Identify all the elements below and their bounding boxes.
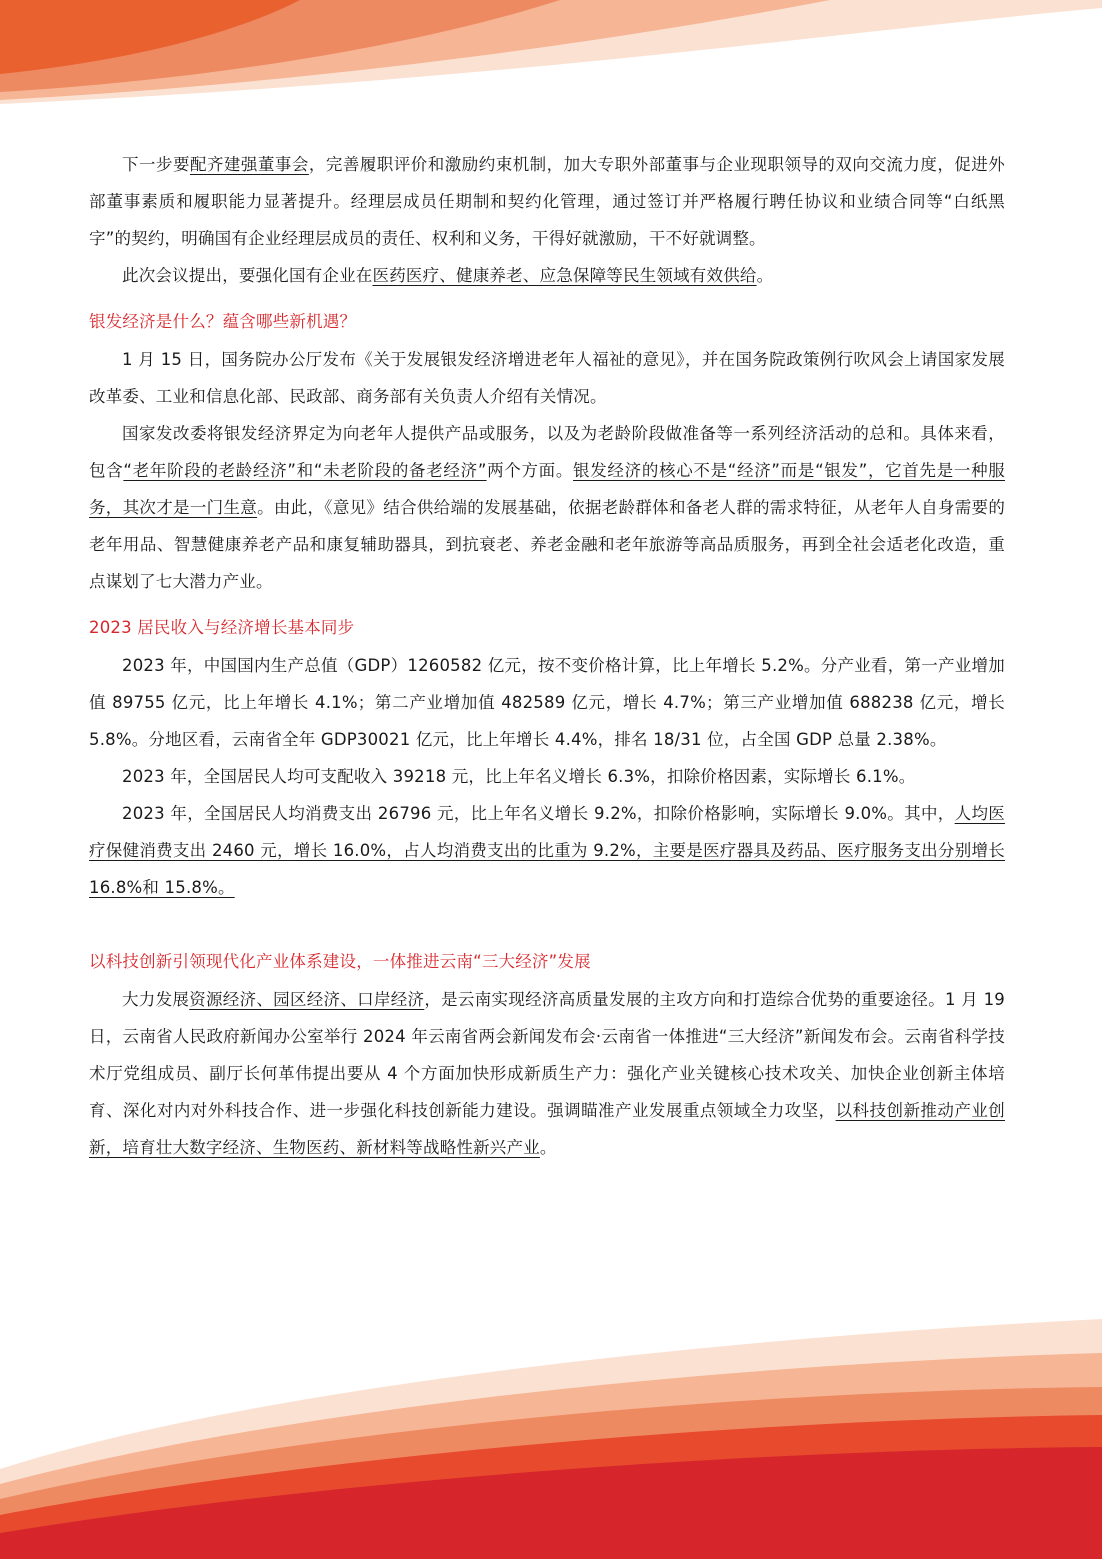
- paragraph: 下一步要配齐建强董事会，完善履职评价和激励约束机制，加大专职外部董事与企业现职领导的双向交流力度，促进外部董事素质和履职能力显著提升。经理层成员任期制和契约化管理，通过签订并严格履行聘任协议和业绩合同等“白纸黑字”的契约，明确国有企业经理层成员的责任、权利和义务，干得好就激励，干不好就调整。: [89, 155, 1005, 248]
- paragraph: 2023 年，中国国内生产总值（GDP）1260582 亿元，按不变价格计算，比上年增长 5.2%。分产业看，第一产业增加值 89755 亿元，比上年增长 4.1%；第二产业增加值 482589 亿元，增长 4.7%；第三产业增加值 688238 亿元，增长 5.8%。分地区看，云南省全年 GDP30021 亿元，比上年增长 4.4%，排名 18/31 位，占全国 GDP 总量 2.38%。: [89, 656, 1005, 749]
- paragraph: 2023 年，全国居民人均可支配收入 39218 元，比上年名义增长 6.3%，扣除价格因素，实际增长 6.1%。: [122, 767, 916, 786]
- paragraph: 大力发展资源经济、园区经济、口岸经济，是云南实现经济高质量发展的主攻方向和打造综合优势的重要途径。1 月 19 日，云南省人民政府新闻办公室举行 2024 年云南省两会新闻发布会·云南省一体推进“三大经济”新闻发布会。云南省科学技术厅党组成员、副厅长何革伟提出要从 4 个方面加快形成新质生产力：强化产业关键核心技术攻关、加快企业创新主体培育、深化对内对外科技合作、进一步强化科技创新能力建设。强调瞄准产业发展重点领域全力攻坚，以科技创新推动产业创新，培育壮大数字经济、生物医药、新材料等战略性新兴产业。: [89, 990, 1005, 1157]
- document-body: [89, 146, 1005, 1166]
- section-heading: 以科技创新引领现代化产业体系建设，一体推进云南“三大经济”发展: [89, 952, 591, 971]
- section-heading: 银发经济是什么？蕴含哪些新机遇？: [89, 312, 357, 331]
- paragraph: 国家发改委将银发经济界定为向老年人提供产品或服务，以及为老龄阶段做准备等一系列经济活动的总和。具体来看，包含“老年阶段的老龄经济”和“未老阶段的备老经济”两个方面。银发经济的核心不是“经济”而是“银发”，它首先是一种服务，其次才是一门生意。由此，《意见》结合供给端的发展基础，依据老龄群体和备老人群的需求特征，从老年人自身需要的老年用品、智慧健康养老产品和康复辅助器具，到抗衰老、养老金融和老年旅游等高品质服务，再到全社会适老化改造，重点谋划了七大潜力产业。: [89, 424, 1006, 591]
- section-heading: 2023 居民收入与经济增长基本同步: [89, 618, 355, 637]
- paragraph: 此次会议提出，要强化国有企业在医药医疗、健康养老、应急保障等民生领域有效供给。: [122, 266, 774, 285]
- top-decorative-banner: [0, 0, 1102, 110]
- bottom-decorative-wave: [0, 1319, 1102, 1559]
- paragraph: 1 月 15 日，国务院办公厅发布《关于发展银发经济增进老年人福祉的意见》，并在国务院政策例行吹风会上请国家发展改革委、工业和信息化部、民政部、商务部有关负责人介绍有关情况。: [89, 350, 1005, 406]
- paragraph: 2023 年，全国居民人均消费支出 26796 元，比上年名义增长 9.2%，扣除价格影响，实际增长 9.0%。其中，人均医疗保健消费支出 2460 元，增长 16.0%，占人均消费支出的比重为 9.2%，主要是医疗器具及药品、医疗服务支出分别增长 16.8%和 15.8%。: [89, 804, 1006, 897]
